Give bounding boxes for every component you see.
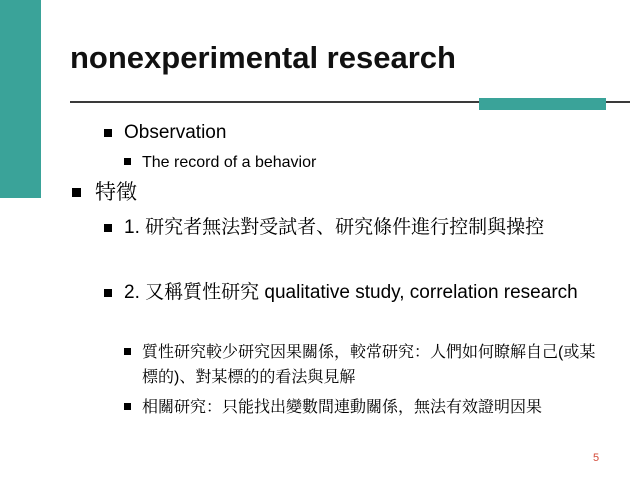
bullet-observation <box>104 120 226 146</box>
bullet-no-control <box>104 215 604 241</box>
page-number: 5 <box>593 452 600 464</box>
bullet-qualitative-detail <box>124 340 604 390</box>
bullet-text: 特徵 <box>95 181 137 204</box>
bullet-record-of-behavior <box>124 150 316 175</box>
bullet-correlation-detail <box>124 395 604 420</box>
bullet-text: Observation <box>124 122 227 143</box>
square-bullet-icon <box>104 129 112 137</box>
bullet-text: 2. 又稱質性研究 qualitative study, correlation research <box>124 282 578 303</box>
square-bullet-icon <box>124 403 131 410</box>
left-accent-bar <box>0 0 41 198</box>
square-bullet-icon <box>124 348 131 355</box>
square-bullet-icon <box>104 224 112 232</box>
square-bullet-icon <box>104 289 112 297</box>
bullet-text: 質性研究較少研究因果關係，較常研究：人們如何瞭解自己(或某標的)、對某標的的看法與見解 <box>142 344 596 386</box>
title-accent-block <box>479 98 606 110</box>
bullet-qualitative <box>104 280 604 306</box>
bullet-features <box>72 180 137 205</box>
bullet-text: The record of a behavior <box>142 154 317 171</box>
square-bullet-icon <box>124 158 131 165</box>
square-bullet-icon <box>72 188 81 197</box>
bullet-text: 1. 研究者無法對受試者、研究條件進行控制與操控 <box>124 217 545 238</box>
bullet-text: 相關研究：只能找出變數間連動關係，無法有效證明因果 <box>142 399 543 416</box>
slide-title: nonexperimental research <box>70 40 456 75</box>
